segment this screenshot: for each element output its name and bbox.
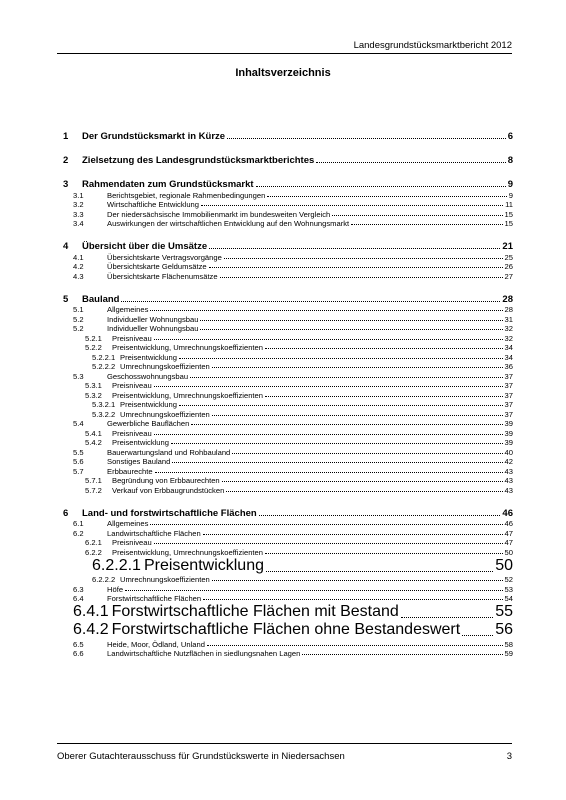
- toc-entry-title: Auswirkungen der wirtschaftlichen Entwicklung auf den Wohnungsmarkt: [107, 219, 350, 228]
- toc-entry-page: 47: [504, 528, 513, 538]
- toc-entry-number: 5.7.1: [85, 476, 102, 485]
- toc-entry[interactable]: [63, 519, 513, 529]
- toc-leader-dots: [224, 258, 503, 259]
- running-header: Landesgrundstücksmarktbericht 2012: [353, 40, 512, 51]
- toc-entry-number: 6.2.2.2: [92, 575, 116, 584]
- toc-entry[interactable]: [63, 324, 513, 334]
- toc-entry[interactable]: [63, 504, 513, 519]
- toc-entry-title: Umrechnungskoeffizienten: [120, 409, 210, 419]
- toc-entry-title: Höfe: [107, 584, 124, 594]
- toc-entry-number: 6.4: [73, 594, 84, 603]
- toc-entry-number: 3.3: [73, 209, 84, 219]
- toc-leader-dots: [267, 196, 506, 197]
- toc-entry-number: 6.4.2: [73, 621, 109, 638]
- toc-entry[interactable]: [63, 575, 513, 585]
- toc-entry-page: 15: [504, 209, 513, 219]
- toc-entry[interactable]: [63, 457, 513, 467]
- toc-entry-page: 37: [504, 400, 513, 409]
- toc-entry-number: 6.6: [73, 649, 84, 658]
- toc-leader-dots: [212, 367, 503, 368]
- toc-entry-page: 26: [504, 262, 513, 271]
- footer-rule: [57, 743, 512, 744]
- toc-entry[interactable]: [63, 190, 513, 200]
- toc-leader-dots: [200, 320, 502, 321]
- toc-entry-page: 28: [504, 305, 513, 314]
- toc-entry-title: Landwirtschaftliche Flächen: [107, 528, 201, 538]
- toc-entry-title: Preisentwicklung: [120, 352, 177, 362]
- toc-leader-dots: [191, 424, 502, 425]
- toc-entry-number: 5.3.2.1: [92, 400, 116, 409]
- toc-entry[interactable]: [63, 584, 513, 594]
- toc-entry-page: 46: [504, 519, 513, 528]
- toc-entry-page: 8: [507, 155, 513, 166]
- toc-entry-page: 32: [504, 333, 513, 343]
- toc-leader-dots: [232, 453, 502, 454]
- toc-entry-page: 50: [504, 547, 513, 557]
- toc-entry-page: 40: [504, 447, 513, 457]
- toc-entry-title: Berichtsgebiet, regionale Rahmenbedingungen: [107, 190, 266, 200]
- toc-entry[interactable]: [63, 476, 513, 486]
- toc-entry-title: Erbbaurechte: [107, 466, 153, 476]
- toc-entry-page: 46: [502, 507, 513, 519]
- toc-entry-title: Geschosswohnungsbau: [107, 371, 189, 381]
- toc-leader-dots: [212, 415, 503, 416]
- toc-entry[interactable]: [63, 485, 513, 495]
- toc-entry-title: Forstwirtschaftliche Flächen: [107, 594, 202, 603]
- toc-entry[interactable]: [63, 290, 513, 305]
- toc-entry-title: Forstwirtschaftliche Flächen mit Bestand: [111, 603, 399, 620]
- toc-entry-title: Heide, Moor, Ödland, Unland: [107, 639, 205, 649]
- toc-entry-number: 6.2.2.1: [92, 556, 141, 574]
- toc-entry-number: 6.1: [73, 519, 84, 528]
- toc-entry-number: 5.4.1: [85, 428, 102, 438]
- toc-entry-page: 34: [504, 343, 513, 352]
- toc-entry-number: 6.2: [73, 528, 84, 538]
- toc-entry-page: 6: [507, 131, 513, 142]
- toc-entry-title: Umrechnungskoeffizienten: [120, 362, 210, 371]
- toc-entry-title: Preisentwicklung, Umrechnungskoeffizienten: [112, 343, 263, 352]
- toc-entry[interactable]: [63, 649, 513, 659]
- toc-entry[interactable]: [63, 390, 513, 400]
- toc-leader-dots: [179, 358, 503, 359]
- toc-entry-number: 5.3.2: [85, 390, 102, 400]
- toc-entry-number: 5.3.2.2: [92, 409, 116, 419]
- toc-leader-dots: [200, 329, 502, 330]
- toc-entry-number: 5.5: [73, 447, 84, 457]
- toc-entry-title: Der Grundstücksmarkt in Kürze: [82, 131, 226, 142]
- toc-leader-dots: [462, 635, 493, 636]
- toc-entry-title: Übersichtskarte Flächenumsätze: [107, 271, 218, 281]
- toc-entry-number: 2: [63, 155, 69, 166]
- toc-entry[interactable]: [63, 127, 513, 142]
- toc-leader-dots: [302, 654, 502, 655]
- toc-entry[interactable]: [63, 305, 513, 315]
- toc-entry-page: 55: [495, 603, 513, 620]
- toc-entry-number: 5.2: [73, 314, 84, 324]
- toc-leader-dots: [154, 434, 503, 435]
- toc-entry-page: 27: [504, 271, 513, 281]
- toc-leader-dots: [150, 524, 502, 525]
- toc-leader-dots: [265, 396, 503, 397]
- toc-entry[interactable]: [63, 438, 513, 448]
- toc-entry[interactable]: [63, 447, 513, 457]
- toc-entry-title: Übersichtskarte Vertragsvorgänge: [107, 252, 222, 262]
- toc-entry-number: 4.3: [73, 271, 84, 281]
- toc-entry-title: Der niedersächsische Immobilienmarkt im bundesweiten Vergleich: [107, 209, 331, 219]
- toc-entry-page: 34: [504, 352, 513, 362]
- toc-leader-dots: [259, 515, 501, 516]
- toc-entry-title: Übersicht über die Umsätze: [82, 241, 208, 252]
- toc-entry-title: Bauerwartungsland und Rohbauland: [107, 447, 231, 457]
- toc-leader-dots: [265, 553, 503, 554]
- toc-entry[interactable]: [63, 381, 513, 391]
- toc-leader-dots: [316, 162, 505, 163]
- toc-entry-number: 5.1: [73, 305, 84, 314]
- toc-leader-dots: [203, 599, 502, 600]
- toc-entry-page: 21: [502, 241, 513, 252]
- toc-entry[interactable]: [63, 200, 513, 210]
- toc-entry-page: 43: [504, 466, 513, 476]
- toc-entry-page: 42: [504, 457, 513, 466]
- toc-entry[interactable]: [63, 557, 513, 575]
- toc-entry-page: 39: [504, 419, 513, 428]
- toc-entry-page: 28: [502, 293, 513, 305]
- toc-leader-dots: [332, 215, 502, 216]
- toc-entry-number: 5.2.2.1: [92, 352, 116, 362]
- toc-entry-page: 50: [495, 556, 513, 574]
- toc-entry-title: Übersichtskarte Geldumsätze: [107, 262, 207, 271]
- toc-entry-number: 5.3.1: [85, 381, 102, 390]
- toc-entry-title: Landwirtschaftliche Nutzflächen in siedlungsnahen Lagen: [107, 649, 301, 658]
- toc-entry[interactable]: [63, 209, 513, 219]
- toc-entry-page: 59: [504, 649, 513, 658]
- toc-entry[interactable]: [63, 528, 513, 538]
- toc-entry[interactable]: [63, 371, 513, 381]
- toc-leader-dots: [125, 590, 503, 591]
- toc-entry-page: 58: [504, 639, 513, 649]
- toc-entry-page: 11: [505, 200, 513, 209]
- toc-entry-number: 1: [63, 131, 69, 142]
- toc-leader-dots: [121, 301, 500, 302]
- toc-leader-dots: [155, 472, 503, 473]
- toc-leader-dots: [401, 617, 493, 618]
- toc-entry-title: Preisentwicklung: [112, 438, 169, 447]
- toc-entry-number: 3.1: [73, 190, 84, 200]
- toc-entry[interactable]: [63, 343, 513, 353]
- toc-entry-page: 25: [504, 252, 513, 262]
- toc-entry[interactable]: [63, 538, 513, 548]
- toc-entry[interactable]: [63, 419, 513, 429]
- toc-entry-page: 39: [504, 428, 513, 438]
- toc-entry-page: 53: [504, 584, 513, 594]
- toc-leader-dots: [207, 645, 503, 646]
- toc-entry-page: 31: [504, 314, 513, 324]
- toc-entry-number: 3: [63, 179, 69, 190]
- toc-leader-dots: [154, 339, 503, 340]
- toc-entry-number: 5.7: [73, 466, 84, 476]
- toc-leader-dots: [256, 186, 506, 187]
- toc-entry[interactable]: [63, 466, 513, 476]
- toc-entry-number: 5.3: [73, 371, 84, 381]
- toc-entry-page: 37: [504, 371, 513, 381]
- toc-entry-number: 5.2.2.2: [92, 362, 116, 371]
- toc-entry-number: 3.4: [73, 219, 84, 228]
- toc-entry-title: Forstwirtschaftliche Flächen ohne Bestandeswert: [111, 621, 461, 638]
- toc-entry-number: 6.5: [73, 639, 84, 649]
- toc-entry[interactable]: [63, 219, 513, 229]
- table-of-contents: [63, 118, 513, 658]
- toc-leader-dots: [220, 277, 503, 278]
- toc-leader-dots: [190, 377, 502, 378]
- toc-entry-number: 5.4.2: [85, 438, 102, 447]
- toc-entry[interactable]: [63, 262, 513, 272]
- toc-entry-page: 15: [504, 219, 513, 228]
- toc-entry-page: 56: [495, 621, 513, 638]
- toc-leader-dots: [154, 386, 503, 387]
- header-rule: [57, 53, 512, 54]
- toc-entry[interactable]: [63, 400, 513, 410]
- toc-entry-title: Verkauf von Erbbaugrundstücken: [112, 485, 225, 495]
- toc-entry-page: 54: [504, 594, 513, 603]
- toc-entry[interactable]: [63, 237, 513, 252]
- toc-leader-dots: [171, 443, 503, 444]
- toc-entry-title: Allgemeines: [107, 519, 149, 528]
- toc-entry-title: Zielsetzung des Landesgrundstücksmarktberichtes: [82, 155, 315, 166]
- toc-entry-title: Preisentwicklung, Umrechnungskoeffizienten: [112, 390, 263, 400]
- toc-entry-number: 5.2.2: [85, 343, 102, 352]
- toc-entry[interactable]: [63, 252, 513, 262]
- toc-leader-dots: [222, 481, 503, 482]
- toc-entry-title: Preisniveau: [112, 538, 152, 547]
- toc-entry-title: Land- und forstwirtschaftliche Flächen: [82, 507, 257, 519]
- toc-entry-number: 6.2.2: [85, 547, 102, 557]
- toc-leader-dots: [209, 248, 500, 249]
- toc-entry-number: 6.3: [73, 584, 84, 594]
- toc-entry[interactable]: [63, 352, 513, 362]
- toc-entry-title: Preisniveau: [112, 381, 152, 390]
- toc-leader-dots: [154, 543, 503, 544]
- toc-entry-title: Preisentwicklung, Umrechnungskoeffizienten: [112, 547, 263, 557]
- toc-entry-number: 4.1: [73, 252, 84, 262]
- toc-entry-page: 43: [504, 485, 513, 495]
- toc-entry-number: 5.7.2: [85, 485, 102, 495]
- toc-entry-number: 6: [63, 507, 69, 519]
- toc-leader-dots: [201, 205, 503, 206]
- toc-entry-title: Preisniveau: [112, 333, 152, 343]
- toc-leader-dots: [209, 267, 503, 268]
- toc-entry[interactable]: [63, 639, 513, 649]
- toc-leader-dots: [351, 224, 502, 225]
- page-title: Inhaltsverzeichnis: [235, 67, 331, 79]
- toc-entry-page: 32: [504, 324, 513, 333]
- toc-entry-number: 6.4.1: [73, 603, 109, 620]
- toc-leader-dots: [266, 571, 493, 572]
- toc-entry-number: 5.2.1: [85, 333, 102, 343]
- toc-leader-dots: [172, 462, 502, 463]
- toc-entry-page: 47: [504, 538, 513, 547]
- toc-entry-title: Begründung von Erbbaurechten: [112, 476, 220, 485]
- toc-entry-number: 4: [63, 241, 69, 252]
- toc-entry-number: 5.6: [73, 457, 84, 466]
- toc-entry-page: 9: [507, 179, 513, 190]
- toc-entry[interactable]: [63, 409, 513, 419]
- toc-entry-page: 52: [504, 575, 513, 584]
- toc-entry-title: Individueller Wohnungsbau: [107, 314, 199, 324]
- toc-leader-dots: [212, 580, 503, 581]
- toc-entry-page: 37: [504, 409, 513, 419]
- toc-entry-title: Preisniveau: [112, 428, 152, 438]
- toc-entry[interactable]: [63, 333, 513, 343]
- toc-entry-number: 5.2: [73, 324, 84, 333]
- toc-entry-title: Gewerbliche Bauflächen: [107, 419, 190, 428]
- toc-entry-title: Rahmendaten zum Grundstücksmarkt: [82, 179, 254, 190]
- toc-entry-page: 9: [508, 190, 513, 200]
- toc-leader-dots: [179, 405, 503, 406]
- toc-entry[interactable]: [63, 547, 513, 557]
- running-footer: Oberer Gutachterausschuss für Grundstückswerte in Niedersachsen: [57, 751, 345, 762]
- toc-entry-page: 37: [504, 390, 513, 400]
- toc-entry-number: 6.2.1: [85, 538, 102, 547]
- toc-entry[interactable]: [63, 271, 513, 281]
- toc-entry-number: 4.2: [73, 262, 84, 271]
- toc-entry-title: Wirtschaftliche Entwicklung: [107, 200, 200, 209]
- toc-entry-title: Individueller Wohnungsbau: [107, 324, 199, 333]
- toc-leader-dots: [150, 310, 502, 311]
- toc-entry-title: Umrechnungskoeffizienten: [120, 575, 210, 584]
- page-number: 3: [506, 751, 512, 762]
- toc-leader-dots: [226, 491, 502, 492]
- toc-entry[interactable]: [63, 594, 513, 604]
- toc-entry-number: 3.2: [73, 200, 84, 209]
- toc-leader-dots: [227, 138, 506, 139]
- toc-entry-number: 5: [63, 293, 69, 305]
- toc-entry[interactable]: [63, 603, 513, 621]
- toc-entry-title: Preisentwicklung: [120, 400, 177, 409]
- toc-entry-title: Allgemeines: [107, 305, 149, 314]
- toc-entry-title: Bauland: [82, 293, 120, 305]
- toc-entry-page: 43: [504, 476, 513, 485]
- toc-entry-page: 36: [504, 362, 513, 371]
- toc-leader-dots: [203, 534, 503, 535]
- toc-entry-page: 37: [504, 381, 513, 390]
- toc-entry[interactable]: [63, 362, 513, 372]
- toc-entry-number: 5.4: [73, 419, 84, 428]
- toc-entry[interactable]: [63, 621, 513, 639]
- toc-entry[interactable]: [63, 314, 513, 324]
- toc-entry[interactable]: [63, 428, 513, 438]
- toc-entry[interactable]: [63, 175, 513, 190]
- toc-entry-page: 39: [504, 438, 513, 447]
- toc-entry[interactable]: [63, 151, 513, 166]
- toc-leader-dots: [265, 348, 503, 349]
- toc-entry-title: Sonstiges Bauland: [107, 457, 171, 466]
- toc-entry-title: Preisentwicklung: [143, 556, 264, 574]
